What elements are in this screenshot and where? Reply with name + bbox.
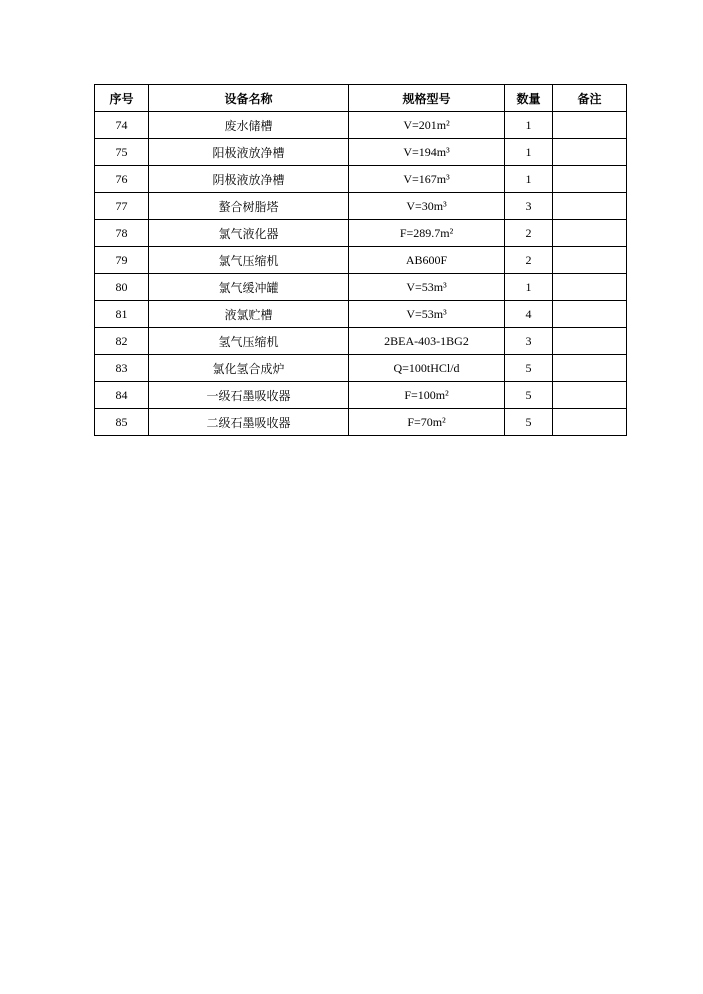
cell-spec: V=167m³ xyxy=(349,166,505,193)
cell-qty: 2 xyxy=(505,247,553,274)
cell-no: 84 xyxy=(95,382,149,409)
cell-spec: V=30m³ xyxy=(349,193,505,220)
cell-name: 二级石墨吸收器 xyxy=(149,409,349,436)
cell-spec: AB600F xyxy=(349,247,505,274)
cell-qty: 3 xyxy=(505,328,553,355)
cell-name: 液氯贮槽 xyxy=(149,301,349,328)
cell-qty: 3 xyxy=(505,193,553,220)
cell-spec: 2BEA-403-1BG2 xyxy=(349,328,505,355)
cell-spec: F=289.7m² xyxy=(349,220,505,247)
cell-name: 阳极液放净槽 xyxy=(149,139,349,166)
cell-qty: 1 xyxy=(505,166,553,193)
cell-qty: 4 xyxy=(505,301,553,328)
header-spec: 规格型号 xyxy=(349,85,505,112)
cell-qty: 5 xyxy=(505,355,553,382)
cell-note xyxy=(553,193,627,220)
cell-no: 81 xyxy=(95,301,149,328)
cell-name: 阴极液放净槽 xyxy=(149,166,349,193)
table-row xyxy=(95,139,627,166)
cell-note xyxy=(553,328,627,355)
cell-no: 78 xyxy=(95,220,149,247)
cell-no: 85 xyxy=(95,409,149,436)
table-row xyxy=(95,247,627,274)
table-header-row xyxy=(95,85,627,112)
cell-no: 80 xyxy=(95,274,149,301)
table-body xyxy=(95,112,627,436)
cell-spec: V=194m³ xyxy=(349,139,505,166)
cell-note xyxy=(553,382,627,409)
header-note: 备注 xyxy=(553,85,627,112)
cell-note xyxy=(553,112,627,139)
cell-name: 氯化氢合成炉 xyxy=(149,355,349,382)
cell-no: 82 xyxy=(95,328,149,355)
cell-note xyxy=(553,220,627,247)
table-row xyxy=(95,328,627,355)
cell-note xyxy=(553,166,627,193)
cell-no: 74 xyxy=(95,112,149,139)
table-row xyxy=(95,274,627,301)
table-row xyxy=(95,166,627,193)
table-row xyxy=(95,409,627,436)
header-no: 序号 xyxy=(95,85,149,112)
table-row xyxy=(95,220,627,247)
cell-note xyxy=(553,247,627,274)
cell-name: 一级石墨吸收器 xyxy=(149,382,349,409)
cell-name: 氢气压缩机 xyxy=(149,328,349,355)
cell-qty: 5 xyxy=(505,409,553,436)
cell-note xyxy=(553,301,627,328)
cell-no: 77 xyxy=(95,193,149,220)
header-qty: 数量 xyxy=(505,85,553,112)
table-row xyxy=(95,382,627,409)
cell-no: 75 xyxy=(95,139,149,166)
cell-no: 83 xyxy=(95,355,149,382)
cell-qty: 2 xyxy=(505,220,553,247)
table-row xyxy=(95,112,627,139)
cell-name: 螯合树脂塔 xyxy=(149,193,349,220)
table-row xyxy=(95,355,627,382)
cell-qty: 1 xyxy=(505,112,553,139)
cell-no: 79 xyxy=(95,247,149,274)
cell-no: 76 xyxy=(95,166,149,193)
table-row xyxy=(95,301,627,328)
cell-note xyxy=(553,355,627,382)
cell-name: 废水储槽 xyxy=(149,112,349,139)
cell-name: 氯气压缩机 xyxy=(149,247,349,274)
cell-note xyxy=(553,409,627,436)
header-name: 设备名称 xyxy=(149,85,349,112)
cell-qty: 1 xyxy=(505,139,553,166)
cell-qty: 1 xyxy=(505,274,553,301)
cell-name: 氯气缓冲罐 xyxy=(149,274,349,301)
cell-spec: V=53m³ xyxy=(349,301,505,328)
cell-name: 氯气液化器 xyxy=(149,220,349,247)
cell-note xyxy=(553,274,627,301)
equipment-table xyxy=(94,84,627,436)
cell-spec: V=201m² xyxy=(349,112,505,139)
cell-qty: 5 xyxy=(505,382,553,409)
cell-spec: F=100m² xyxy=(349,382,505,409)
cell-note xyxy=(553,139,627,166)
cell-spec: V=53m³ xyxy=(349,274,505,301)
cell-spec: F=70m² xyxy=(349,409,505,436)
table-row xyxy=(95,193,627,220)
cell-spec: Q=100tHCl/d xyxy=(349,355,505,382)
